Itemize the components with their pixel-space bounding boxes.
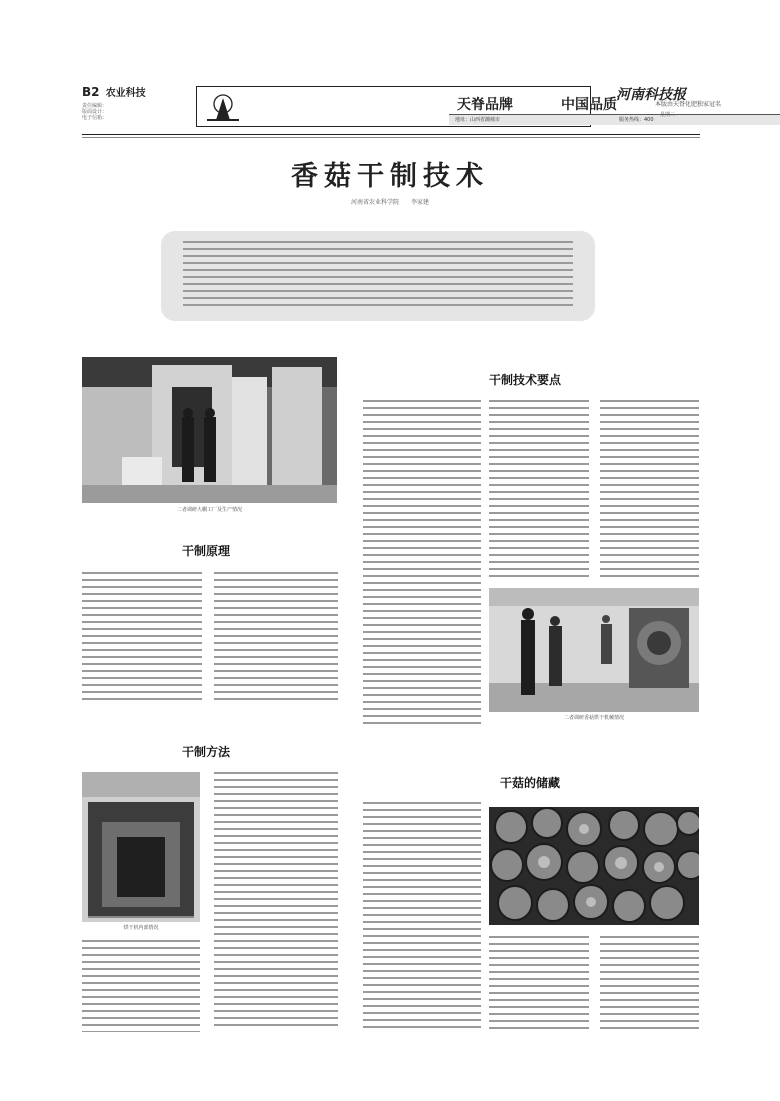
page-label: B2: [82, 85, 100, 99]
storage-text-col: [363, 802, 481, 1030]
article-title: 香菇干制技术: [291, 161, 489, 192]
ad-contact-strip: [449, 115, 780, 125]
photo-drying-room: [82, 357, 337, 503]
summary-box: [161, 231, 595, 321]
principle-text-col1: [82, 572, 202, 700]
heading-key-points: 干制技术要点: [489, 373, 562, 387]
photo3-caption: 烘干机内部情况: [123, 925, 159, 931]
ad-side-text: 本版由天脊化肥独家冠名: [655, 101, 722, 108]
editor-line: 电子信箱：: [82, 115, 108, 121]
heading-method: 干制方法: [182, 745, 231, 759]
method-text-col1: [82, 940, 200, 1032]
editor-line: 责任编辑：: [82, 103, 108, 109]
principle-text-col2: [214, 572, 338, 700]
byline-author: 李家建: [410, 199, 429, 206]
key-points-text-col1: [489, 400, 589, 580]
byline-org: 河南省农业科学院: [351, 199, 400, 206]
storage-text-col2: [489, 936, 589, 1030]
tianji-logo-icon: [201, 90, 245, 123]
heading-storage: 干菇的储藏: [500, 776, 561, 790]
heading-principle: 干制原理: [182, 544, 231, 558]
key-points-text-col2: [600, 400, 699, 580]
photo2-caption: 二者调研香菇烘干机械情况: [563, 715, 624, 721]
photo-drying-machine: [489, 588, 699, 712]
page-number: [82, 84, 146, 99]
ad-slogan-left: 天脊品牌: [457, 97, 513, 113]
ad-address: 地址：山西省潞城市: [455, 117, 501, 123]
masthead-logo: 河南科技报: [616, 87, 686, 103]
masthead-date: 星期二: [660, 112, 676, 118]
section-name: 农业科技: [105, 88, 146, 99]
photo-drying-chamber: [82, 772, 200, 922]
header-rule: [82, 134, 700, 135]
photo1-caption: 二者调研大棚工厂及生产情况: [176, 507, 242, 513]
article-byline: [0, 200, 780, 206]
ad-slogan-right: 中国品质: [561, 97, 617, 113]
storage-text-col3: [600, 936, 699, 1030]
summary-text: [183, 241, 573, 311]
editor-info: [82, 103, 182, 121]
center-text-col: [363, 400, 481, 728]
ad-hotline: 服务热线：400: [619, 117, 654, 123]
photo-dried-mushrooms: [489, 807, 699, 925]
editor-line: 版面设计：: [82, 109, 108, 115]
method-text-col2: [214, 772, 338, 1030]
header-rule-thin: [82, 137, 700, 138]
